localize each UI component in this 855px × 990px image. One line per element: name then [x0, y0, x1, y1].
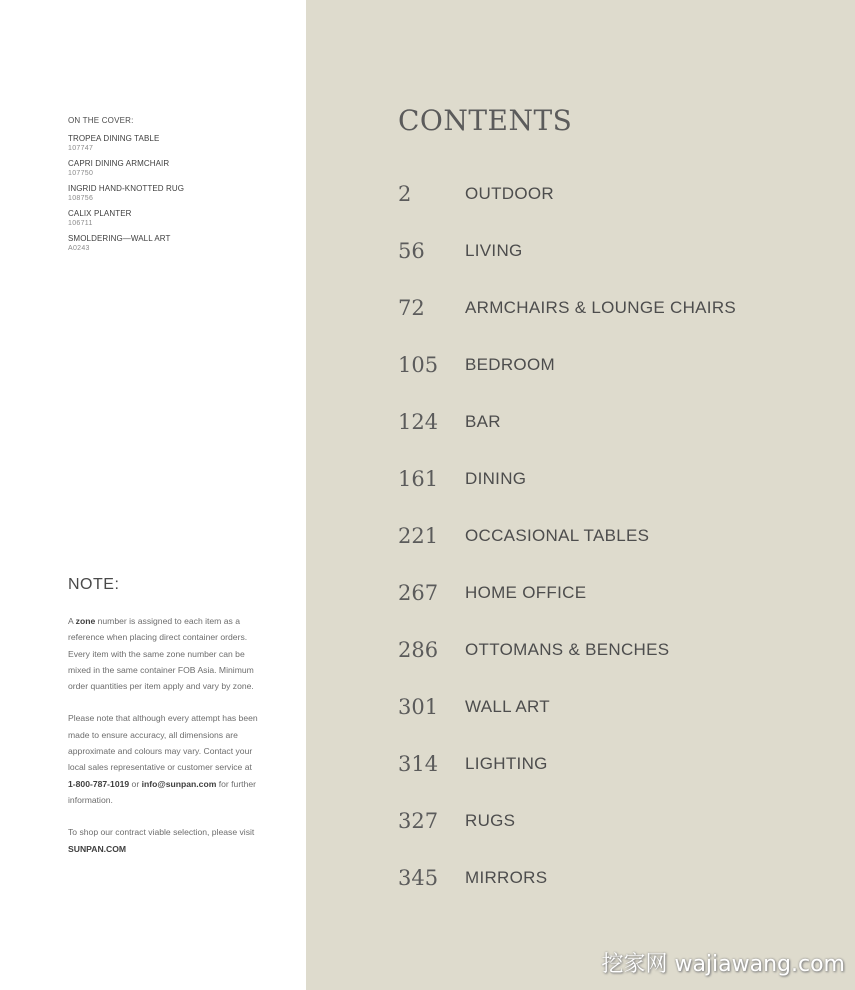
note-text: Please note that although every attempt has been made to ensure accuracy, all dimensions are approximate and colours may vary. Contact your local sales representative or customer service at	[68, 713, 258, 773]
note-text: for further information.	[68, 778, 256, 805]
cover-heading: ON THE COVER:	[68, 116, 134, 125]
cover-item-name: CAPRI DINING ARMCHAIR	[68, 159, 170, 168]
toc-entry[interactable]	[398, 578, 818, 608]
note-paragraph-accuracy	[68, 710, 258, 808]
note-text: number is assigned to each item as a reference when placing direct container orders. Every item with the same zone number can be mixed in the same container FOB Asia. Minimum order quantities per item apply and vary by zone.	[68, 616, 254, 692]
cover-credits	[68, 116, 288, 259]
toc-section-label: LIVING	[465, 241, 523, 260]
toc-entry[interactable]	[398, 692, 818, 722]
toc-page-number: 267	[398, 581, 439, 605]
toc-entry[interactable]	[398, 293, 818, 323]
cover-item-code: A0243	[68, 245, 90, 252]
toc-page-number: 105	[398, 353, 439, 377]
website-link[interactable]: SUNPAN.COM	[68, 843, 127, 854]
cover-item-code: 107747	[68, 145, 94, 152]
toc-section-label: OCCASIONAL TABLES	[465, 526, 650, 545]
toc-section-label: ARMCHAIRS & LOUNGE CHAIRS	[465, 298, 737, 317]
toc-entry[interactable]	[398, 179, 818, 209]
toc-entry[interactable]	[398, 806, 818, 836]
cover-item	[68, 209, 288, 228]
toc-entry[interactable]	[398, 407, 818, 437]
phone-number: 1-800-787-1019	[68, 778, 130, 789]
toc-section-label: BAR	[465, 412, 501, 431]
toc-section-label: MIRRORS	[465, 868, 548, 887]
toc-entry[interactable]	[398, 749, 818, 779]
toc-entry[interactable]	[398, 464, 818, 494]
toc-section-label: DINING	[465, 469, 527, 488]
note-text: or	[129, 778, 142, 789]
toc-entry[interactable]	[398, 863, 818, 893]
note-paragraph-zone	[68, 613, 258, 694]
email-link[interactable]: info@sunpan.com	[141, 778, 217, 789]
cover-item-name: CALIX PLANTER	[68, 209, 132, 218]
toc-entry[interactable]	[398, 236, 818, 266]
toc-page-number: 286	[398, 638, 439, 662]
toc-section-label: HOME OFFICE	[465, 583, 587, 602]
toc-page-number: 161	[398, 467, 439, 491]
toc-page-number: 314	[398, 752, 439, 776]
cover-item-code: 107750	[68, 170, 94, 177]
toc-entry[interactable]	[398, 350, 818, 380]
toc-section-label: OTTOMANS & BENCHES	[465, 640, 670, 659]
cover-item	[68, 234, 288, 253]
toc-page-number: 327	[398, 809, 439, 833]
cover-item	[68, 134, 288, 153]
cover-item	[68, 184, 288, 203]
note-title: NOTE:	[68, 576, 120, 593]
toc-page-number: 345	[398, 866, 439, 890]
note-paragraph-shop	[68, 824, 258, 857]
note-text: A	[68, 616, 76, 626]
cover-item-code: 108756	[68, 195, 94, 202]
toc-entry[interactable]	[398, 521, 818, 551]
toc-section-label: BEDROOM	[465, 355, 555, 374]
toc-page-number: 221	[398, 524, 439, 548]
cover-item	[68, 159, 288, 178]
zone-term: zone	[75, 616, 96, 626]
toc-page-number: 72	[398, 296, 425, 320]
toc-page-number: 2	[398, 182, 412, 206]
cover-item-code: 106711	[68, 220, 93, 227]
toc-section-label: OUTDOOR	[465, 184, 554, 203]
cover-item-name: TROPEA DINING TABLE	[68, 134, 160, 143]
toc-page-number: 124	[398, 410, 439, 434]
toc-entry[interactable]	[398, 635, 818, 665]
contents-panel	[306, 0, 855, 990]
contents-title: CONTENTS	[398, 104, 573, 137]
toc-section-label: WALL ART	[465, 697, 550, 716]
toc-section-label: LIGHTING	[465, 754, 548, 773]
toc-page-number: 301	[398, 695, 439, 719]
note-section	[68, 576, 258, 873]
toc-page-number: 56	[398, 239, 425, 263]
cover-item-name: INGRID HAND-KNOTTED RUG	[68, 184, 185, 193]
cover-item-name: SMOLDERING—WALL ART	[68, 234, 171, 243]
watermark: 挖家网 wajiawang.com	[601, 952, 845, 977]
toc-section-label: RUGS	[465, 811, 516, 830]
left-column	[0, 0, 306, 990]
note-text: To shop our contract viable selection, please visit	[68, 827, 255, 838]
